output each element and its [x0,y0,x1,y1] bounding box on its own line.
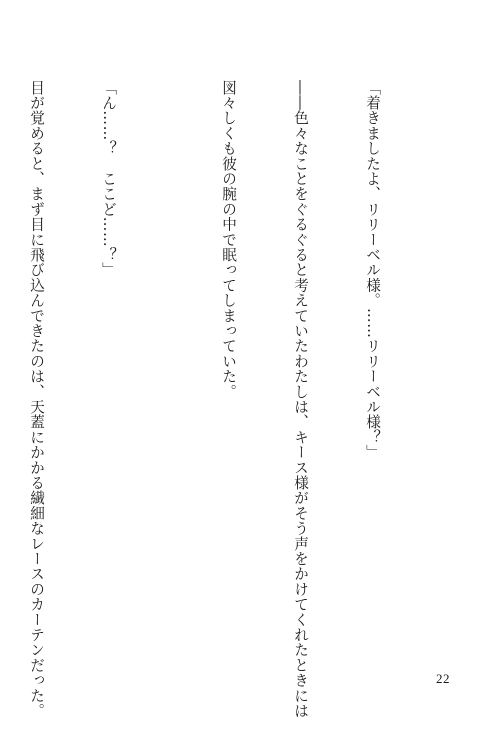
text-line: ――色々なことをぐるぐると考えていたわたしは、キース様がそう声をかけてくれたときには [292,80,309,719]
text-line: 「ん……？ ここど……？」 [100,80,117,278]
text-line: 図々しくも彼の腕の中で眠ってしまっていた。 [220,80,237,400]
vertical-text-body [0,80,432,719]
text-line: 「着きましたよ、リリーベル様。……リリーベル様？」 [364,80,381,460]
text-line: 目が覚めると、まず目に飛び込んできたのは、天蓋にかかる繊細なレースのカーテンだった。 [28,80,45,719]
page-number: 22 [436,671,450,686]
